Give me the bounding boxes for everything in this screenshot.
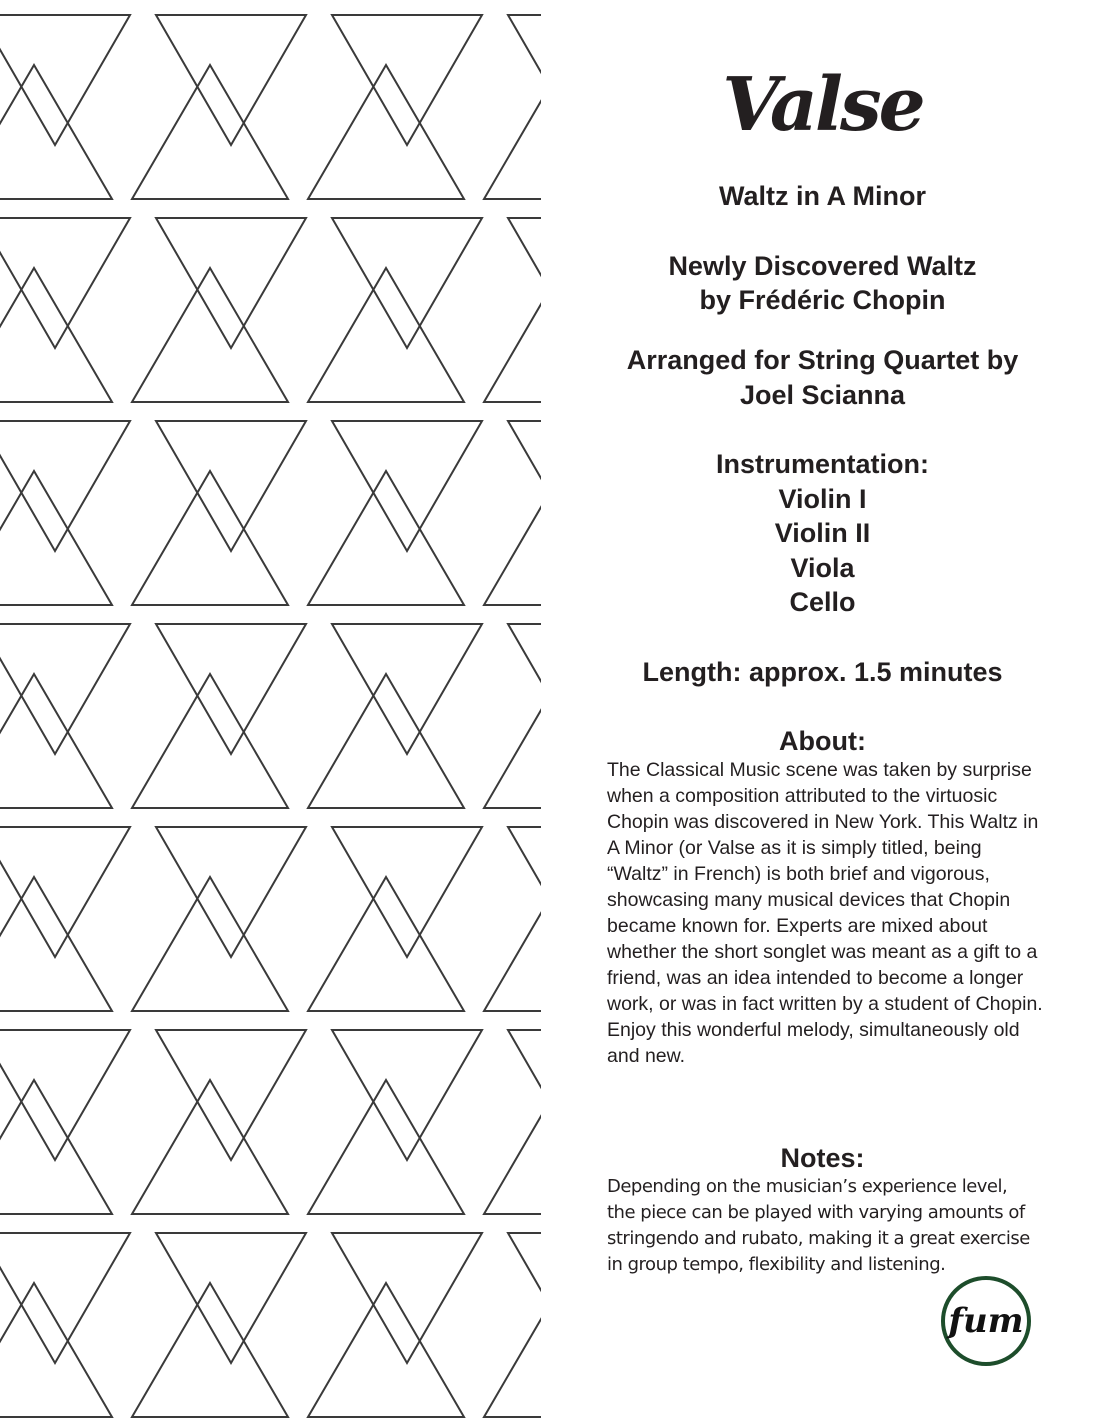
pattern-triangle-up <box>0 674 112 808</box>
triangle-pattern <box>0 0 541 1425</box>
pattern-triangle-down <box>508 218 541 348</box>
pattern-triangle-down <box>0 1030 130 1160</box>
pattern-triangle-down <box>332 1233 482 1363</box>
notes-text: Depending on the musician’s experience level, the piece can be played with varying amounts of stringendo and rubato, making it a great exercise in group tempo, flexibility and listening. <box>607 1176 1030 1275</box>
pattern-triangle-up <box>0 65 112 199</box>
pattern-triangle-down <box>508 421 541 551</box>
pattern-triangle-down <box>508 624 541 754</box>
pattern-triangle-up <box>484 1283 541 1417</box>
publisher-logo <box>940 1275 1032 1367</box>
about-text: The Classical Music scene was taken by surprise when a composition attributed to the virtuosic Chopin was discovered in New York. This Waltz in A Minor (or Valse as it is simply titled, being “Waltz” in French) is both brief and vigorous, showcasing many musical devices that Chopin became known for. Experts are mixed about whether the short songlet was meant as a gift to a friend, was an idea intended to become a longer work, or was in fact written by a student of Chopin. Enjoy this wonderful melody, simultaneously old and new. <box>607 759 1043 1067</box>
pattern-triangle-down <box>156 1030 306 1160</box>
length-line: Length: approx. 1.5 minutes <box>642 657 1003 687</box>
pattern-triangle-up <box>484 674 541 808</box>
notes-heading: Notes: <box>780 1143 865 1173</box>
pattern-triangle-down <box>0 624 130 754</box>
pattern-triangle-up <box>484 1080 541 1214</box>
instrument-item: Cello <box>789 587 856 617</box>
pattern-triangle-down <box>332 1030 482 1160</box>
instrument-item: Violin I <box>778 484 867 514</box>
pattern-triangle-down <box>332 421 482 551</box>
pattern-triangle-up <box>0 1080 112 1214</box>
discovery-line-1: Newly Discovered Waltz <box>668 251 977 281</box>
pattern-triangle-down <box>508 1030 541 1160</box>
pattern-triangle-up <box>0 471 112 605</box>
pattern-triangle-down <box>156 624 306 754</box>
pattern-triangle-down <box>156 1233 306 1363</box>
arrangement-line-2: Joel Scianna <box>739 380 906 410</box>
pattern-triangle-down <box>0 827 130 957</box>
page-title: Valse <box>722 62 923 148</box>
pattern-triangle-down <box>156 218 306 348</box>
pattern-triangle-down <box>332 624 482 754</box>
pattern-triangle-down <box>508 1233 541 1363</box>
pattern-triangle-down <box>332 15 482 145</box>
instrument-item: Viola <box>790 553 855 583</box>
cover-text <box>600 0 1045 1425</box>
pattern-triangle-down <box>332 218 482 348</box>
instrumentation-heading: Instrumentation: <box>716 449 929 479</box>
pattern-triangle-down <box>508 827 541 957</box>
pattern-triangle-down <box>156 15 306 145</box>
pattern-triangle-up <box>484 65 541 199</box>
pattern-triangle-down <box>156 827 306 957</box>
pattern-triangle-up <box>484 877 541 1011</box>
discovery-line-2: by Frédéric Chopin <box>699 285 946 315</box>
pattern-triangle-up <box>0 1283 112 1417</box>
pattern-triangle-down <box>332 827 482 957</box>
pattern-triangle-up <box>0 268 112 402</box>
instrument-item: Violin II <box>774 518 871 548</box>
arrangement-line-1: Arranged for String Quartet by <box>626 345 1019 375</box>
pattern-triangle-down <box>0 421 130 551</box>
about-heading: About: <box>779 726 866 756</box>
pattern-triangle-up <box>484 471 541 605</box>
logo-text: fum <box>948 1301 1024 1341</box>
pattern-triangle-down <box>156 421 306 551</box>
pattern-triangle-down <box>0 1233 130 1363</box>
pattern-triangle-down <box>0 218 130 348</box>
pattern-triangle-up <box>484 268 541 402</box>
pattern-triangle-down <box>0 15 130 145</box>
pattern-triangle-down <box>508 15 541 145</box>
subtitle: Waltz in A Minor <box>719 181 926 211</box>
pattern-triangle-up <box>0 877 112 1011</box>
